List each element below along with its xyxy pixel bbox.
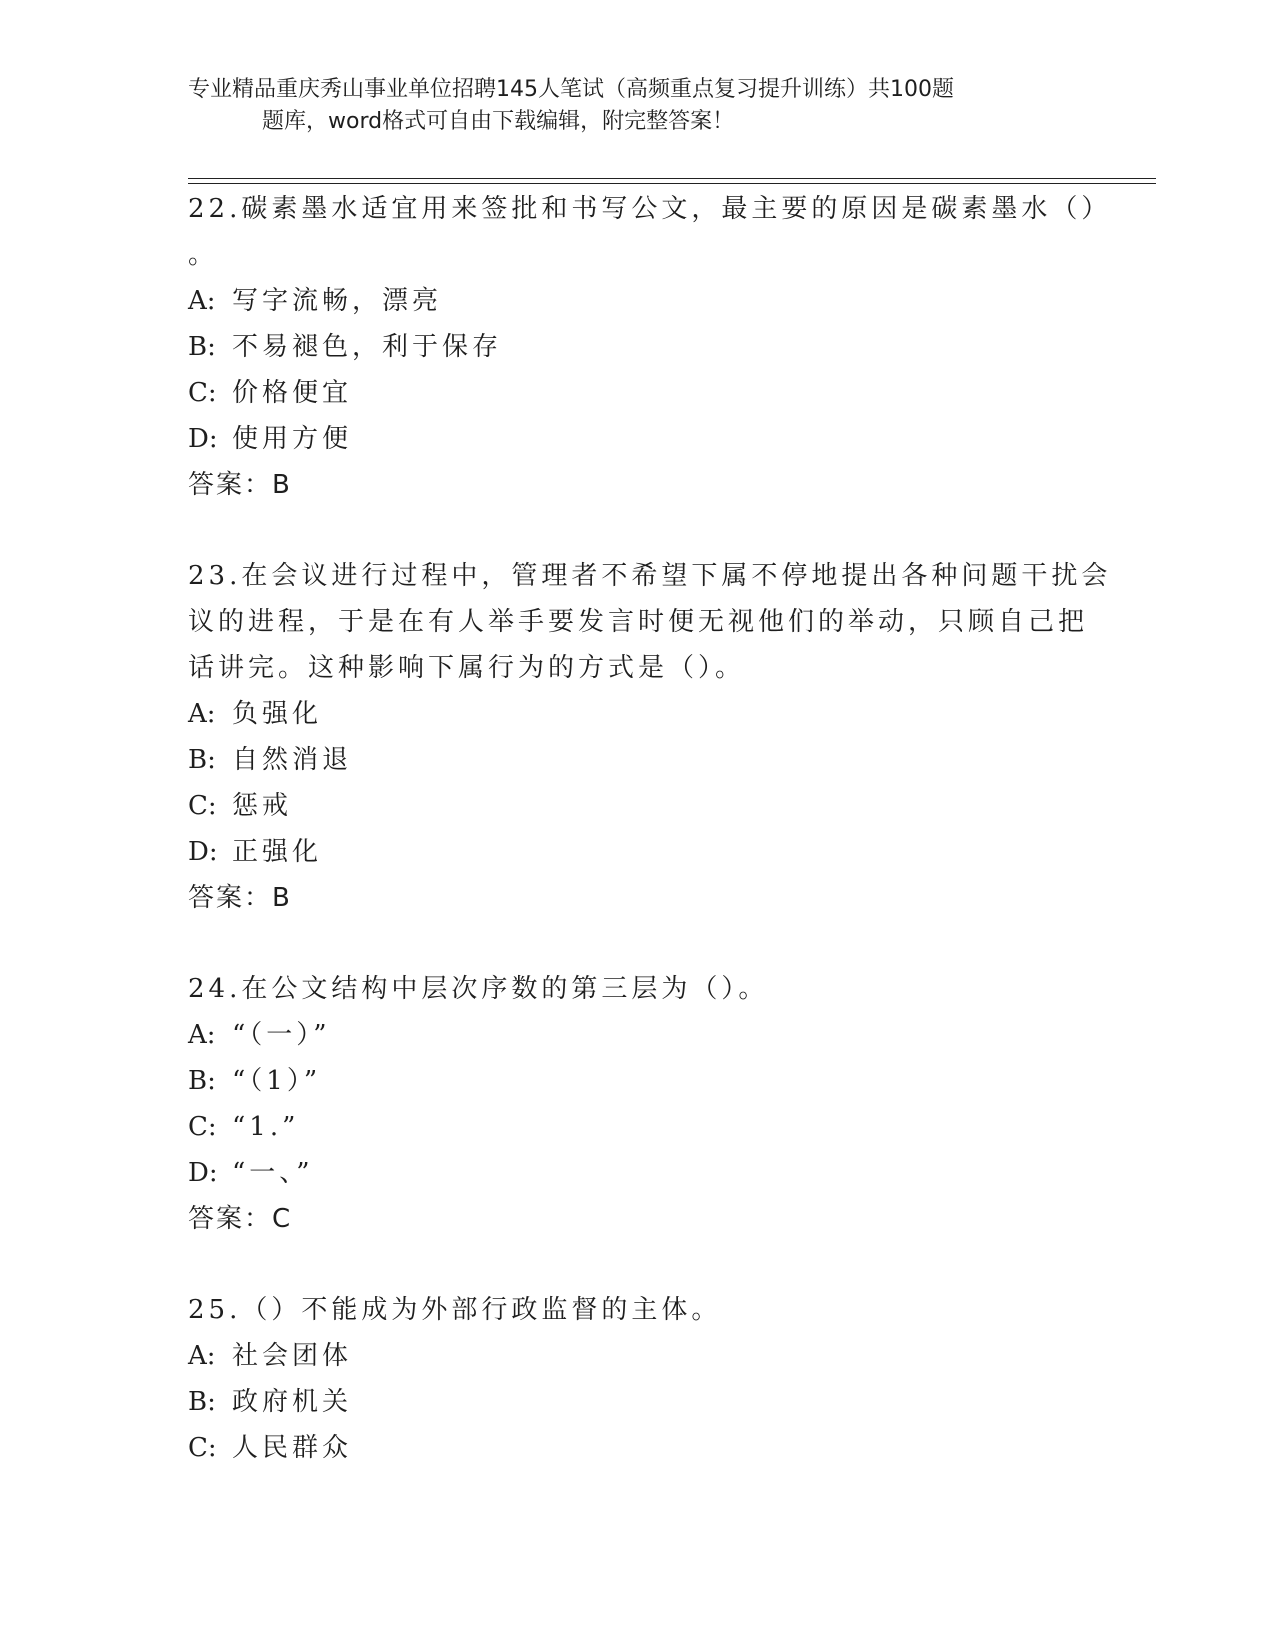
header-title-line-1: 专业精品重庆秀山事业单位招聘145人笔试（高频重点复习提升训练）共100题 — [188, 77, 954, 102]
option-text: 自然消退 — [232, 745, 353, 775]
option-text: “（1）” — [232, 1066, 322, 1096]
option-text: 政府机关 — [232, 1387, 353, 1417]
option-text: 价格便宜 — [232, 378, 353, 408]
option-label: A: — [188, 699, 216, 729]
header-title-line-2: 题库，word格式可自由下载编辑，附完整答案！ — [262, 109, 735, 134]
option-text: 社会团体 — [232, 1341, 353, 1371]
question-stem: 23.在会议进行过程中，管理者不希望下属不停地提出各种问题干扰会 — [188, 561, 1112, 591]
header-divider-bottom — [188, 183, 1156, 184]
option-label: A: — [188, 1341, 216, 1371]
option-label: B: — [188, 1066, 216, 1096]
answer-line: 答案：B — [188, 470, 292, 500]
question-block — [188, 1287, 1088, 1471]
question-stem: 话讲完。这种影响下属行为的方式是（）。 — [188, 653, 746, 683]
question-stem: 议的进程，于是在有人举手要发言时便无视他们的举动，只顾自己把 — [188, 607, 1089, 637]
option-b — [188, 324, 1088, 370]
question-stem: 25.（）不能成为外部行政监督的主体。 — [188, 1295, 722, 1325]
question-block — [188, 966, 1088, 1242]
option-c — [188, 1425, 1088, 1471]
option-label: C: — [188, 1112, 217, 1142]
question-list — [188, 186, 1112, 1471]
option-a — [188, 1333, 1088, 1379]
option-b — [188, 1379, 1088, 1425]
option-label: A: — [188, 286, 216, 316]
option-b — [188, 1058, 1088, 1104]
option-label: D: — [188, 424, 218, 454]
question-stem: 24.在公文结构中层次序数的第三层为（）。 — [188, 974, 769, 1004]
option-text: 负强化 — [232, 699, 323, 729]
header-divider-top — [188, 178, 1156, 179]
answer-line: 答案：B — [188, 883, 292, 913]
option-c — [188, 783, 1088, 829]
option-a — [188, 691, 1088, 737]
document-header — [188, 74, 1088, 138]
option-label: C: — [188, 791, 217, 821]
option-label: D: — [188, 837, 218, 867]
option-label: D: — [188, 1158, 218, 1188]
option-d — [188, 829, 1088, 875]
option-text: 使用方便 — [232, 424, 353, 454]
option-label: B: — [188, 332, 216, 362]
option-a — [188, 1012, 1088, 1058]
option-label: B: — [188, 1387, 216, 1417]
option-label: A: — [188, 1020, 216, 1050]
question-block — [188, 186, 1112, 508]
option-text: 惩戒 — [232, 791, 293, 821]
option-text: “（一）” — [232, 1020, 331, 1050]
option-d — [188, 416, 1088, 462]
option-label: C: — [188, 378, 217, 408]
option-label: B: — [188, 745, 216, 775]
option-d — [188, 1150, 1088, 1196]
option-text: “1.” — [232, 1112, 300, 1142]
question-block — [188, 553, 1112, 921]
option-c — [188, 370, 1088, 416]
option-text: 不易褪色，利于保存 — [232, 332, 503, 362]
option-text: 正强化 — [232, 837, 323, 867]
option-c — [188, 1104, 1088, 1150]
answer-line: 答案：C — [188, 1204, 293, 1234]
option-a — [188, 278, 1088, 324]
question-stem: 22.碳素墨水适宜用来签批和书写公文，最主要的原因是碳素墨水（） — [188, 194, 1112, 224]
option-b — [188, 737, 1088, 783]
option-label: C: — [188, 1433, 217, 1463]
option-text: “一、” — [232, 1158, 314, 1188]
option-text: 写字流畅，漂亮 — [232, 286, 443, 316]
question-stem: 。 — [188, 240, 219, 270]
option-text: 人民群众 — [232, 1433, 353, 1463]
